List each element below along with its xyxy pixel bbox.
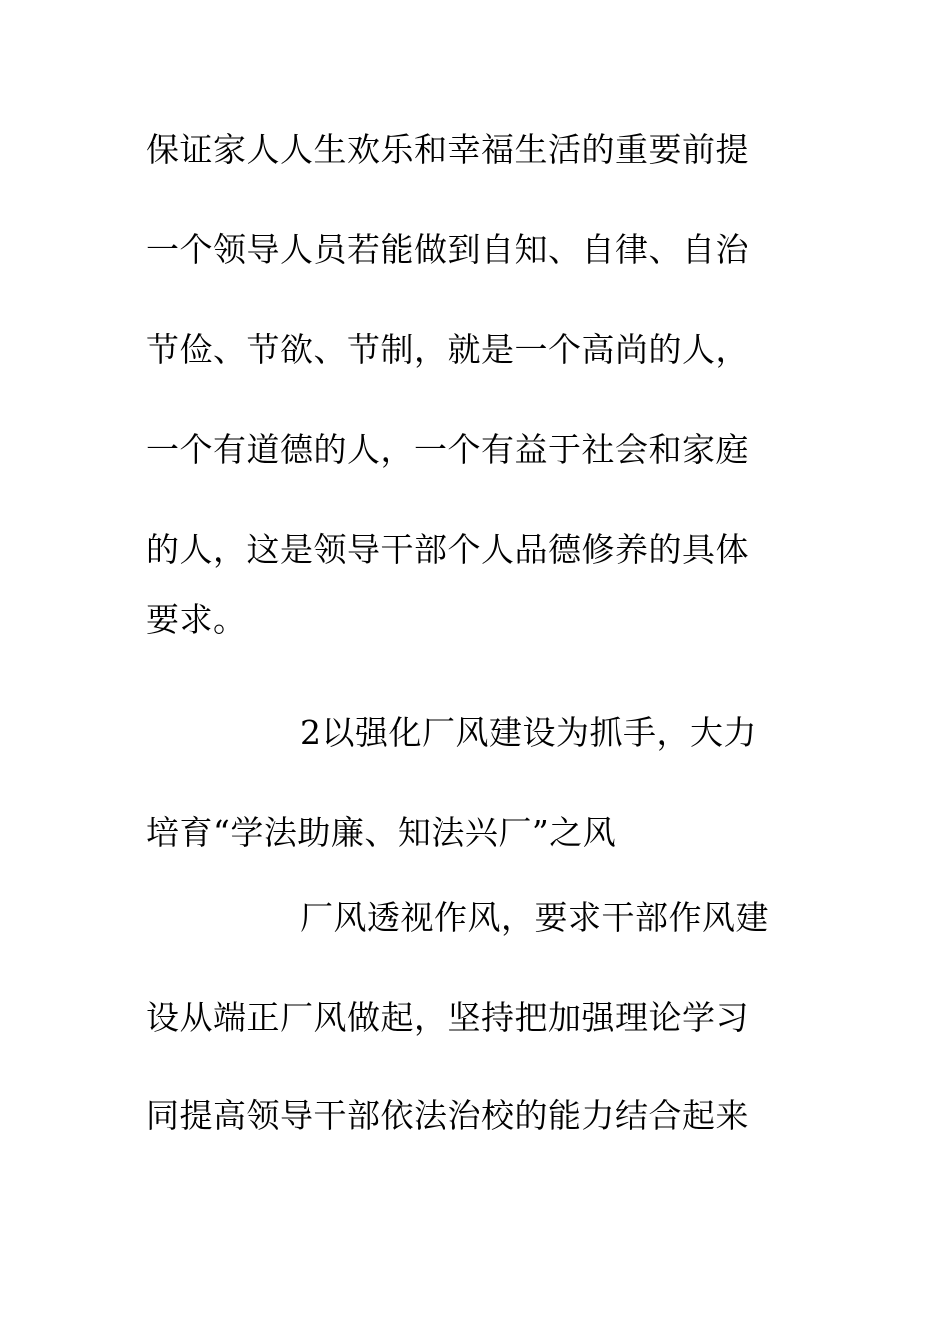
paragraph-line: 一个领导人员若能做到自知、自律、自治 — [146, 230, 749, 269]
paragraph-line: 节俭、节欲、节制，就是一个高尚的人， — [146, 330, 749, 369]
paragraph-line: 同提高领导干部依法治校的能力结合起来 — [146, 1096, 749, 1135]
paragraph-line: 设从端正厂风做起，坚持把加强理论学习 — [146, 998, 749, 1037]
section-heading-line: 2以强化厂风建设为抓手，大力 — [300, 713, 757, 752]
paragraph-line: 厂风透视作风，要求干部作风建 — [300, 898, 769, 937]
paragraph-line: 的人，这是领导干部个人品德修养的具体 — [146, 530, 749, 569]
paragraph-line: 要求。 — [146, 600, 247, 639]
paragraph-line: 一个有道德的人，一个有益于社会和家庭 — [146, 430, 749, 469]
paragraph-line: 保证家人人生欢乐和幸福生活的重要前提 — [146, 130, 749, 169]
section-heading-line: 培育“学法助廉、知法兴厂”之风 — [146, 813, 617, 852]
